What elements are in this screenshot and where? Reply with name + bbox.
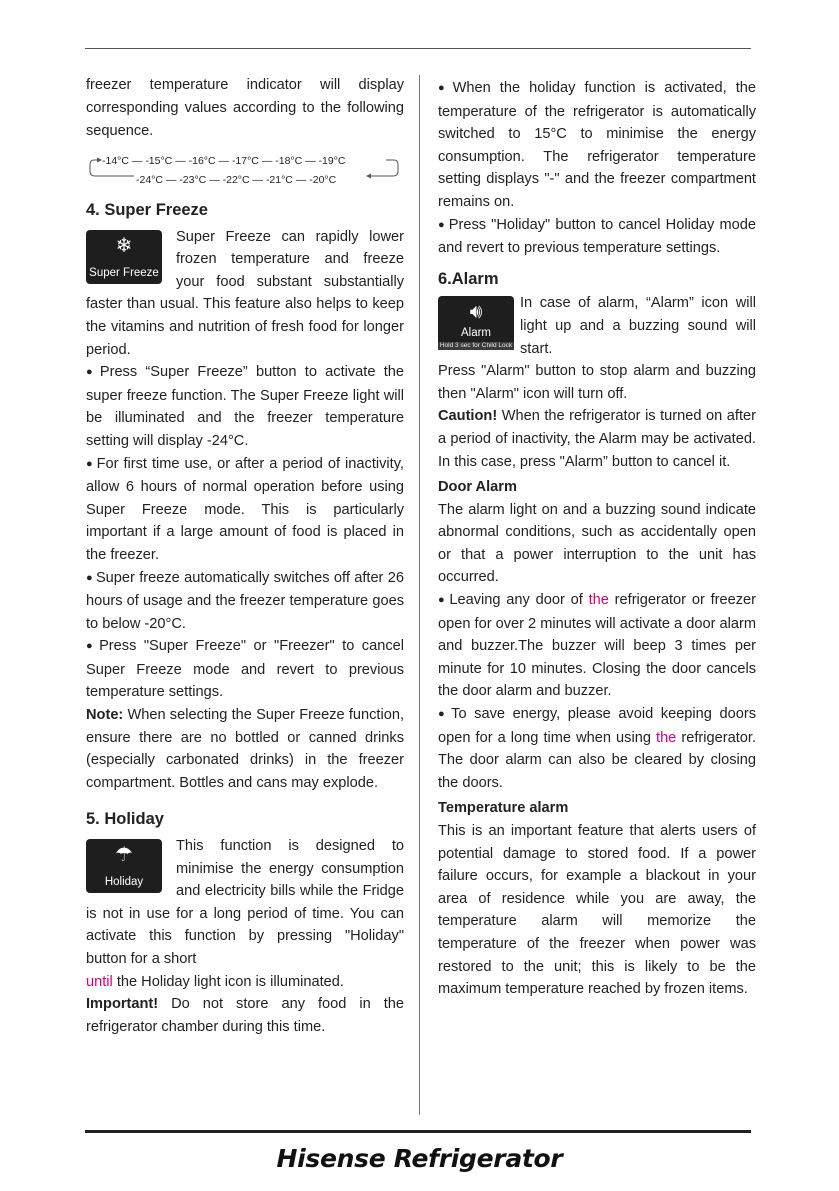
holiday-button-icon [86, 839, 162, 893]
note-text: When selecting the Super Freeze function, ensure there are no bottled or canned drinks (especially carbonated drinks) in the freezer compartment. Bottles and cans may explode. [86, 707, 404, 791]
bullet-text: Leaving any door of [449, 592, 589, 609]
note-label: Note: [86, 707, 124, 724]
holiday-heading: 5. Holiday [86, 810, 164, 829]
important-text: Do not store any food in the refrigerator chamber during this time. [86, 996, 404, 1035]
seq-value: -14°C [102, 155, 129, 167]
sequence-top-row: -14°C — -15°C — -16°C — -17°C — -18°C — -19°C [102, 155, 346, 167]
alarm-icon-label: Alarm [460, 327, 492, 340]
until-word: until [86, 973, 113, 990]
umbrella-icon: ☂ [115, 844, 133, 867]
holiday-text-end: the Holiday light icon is illuminated. [112, 973, 344, 990]
seq-value: -20°C [309, 174, 337, 186]
door-alarm-bullet-1 [438, 589, 756, 703]
super-freeze-bullet-1: ● Press “Super Freeze” button to activate the super freeze function. The Super Freeze light will be illuminated and the freezer temperature setting will display -24°C. [86, 361, 404, 452]
super-freeze-heading: 4. Super Freeze [86, 201, 208, 219]
door-alarm-description: The alarm light on and a buzzing sound indicate abnormal conditions, such as accidentally open or that a power interruption to the unit has occurred. [438, 501, 756, 586]
temperature-alarm-description: This is an important feature that alerts users of potential damage to stored food. If a power failure occurs, for example a blackout in your area of residence while you are away, the temperature alarm will memorize the temperature of the freezer when power was restored to the unit; this is likely to be the maximum temperature reached by frozen items. [438, 823, 756, 998]
holiday-icon-label: Holiday [104, 876, 144, 889]
alarm-heading: 6.Alarm [438, 269, 499, 288]
super-freeze-bullet-2: ● For first time use, or after a period of inactivity, allow 6 hours of normal operation before using Super Freeze mode. This is particularly important if a large amount of food is placed in the freezer. [86, 453, 404, 567]
door-alarm-heading: Door Alarm [438, 479, 517, 496]
seq-value: -17°C [231, 155, 259, 167]
right-column [438, 77, 756, 1001]
alarm-caution [438, 405, 756, 473]
bullet-text: To save energy, please avoid keeping doors open for a long time when using [438, 706, 756, 746]
caution-label: Caution! [438, 408, 498, 425]
super-freeze-icon-label: Super Freeze [89, 266, 159, 279]
holiday-bullet-2: ● Press "Holiday" button to cancel Holiday mode and revert to previous temperature settings. [438, 214, 756, 260]
the-word: the [588, 592, 609, 609]
freezer-sequence-intro: freezer temperature indicator will display corresponding values according to the following sequence. [86, 77, 404, 139]
holiday-text: This function is designed to minimise the energy consumption and electricity bills while the Fridge is not in use for a long period of time. You can activate this function by pressing "Holiday" button for a short [86, 838, 404, 967]
bullet-text: refrigerator or freezer open for over 2 minutes will activate a door alarm and buzzer.The buzzer will beep 3 times per minute for 10 minutes. Closing the door cancels the door alarm and buzzer. [438, 592, 757, 700]
caution-text: When the refrigerator is turned on after a period of inactivity, the Alarm may be activated. In this case, press "Alarm” button to cancel it. [438, 408, 756, 470]
temperature-sequence [86, 147, 404, 191]
seq-value: -15°C [145, 155, 173, 167]
seq-value: -24°C [136, 174, 163, 186]
seq-value: -22°C [222, 174, 250, 186]
super-freeze-bullet-3: ● Super freeze automatically switches off after 26 hours of usage and the freezer temperature goes to below -20°C. [86, 567, 404, 636]
door-alarm-bullet-2 [438, 703, 756, 794]
sequence-bottom-row: -24°C — -23°C — -22°C — -21°C — -20°C [136, 174, 337, 186]
bullet-text: refrigerator. The door alarm can also be cleared by closing the doors. [438, 729, 756, 791]
column-divider [419, 75, 420, 1115]
temperature-alarm-heading: Temperature alarm [438, 800, 569, 817]
super-freeze-bullet-4: ● Press "Super Freeze" or "Freezer" to cancel Super Freeze mode and revert to previous temperature settings. [86, 635, 404, 704]
seq-value: -18°C [275, 155, 303, 167]
seq-value: -19°C [318, 155, 346, 167]
left-column [86, 74, 404, 1038]
bottom-rule [85, 1130, 751, 1133]
speaker-icon: 🔊︎ [469, 301, 483, 324]
seq-value: -23°C [179, 174, 207, 186]
seq-value: -21°C [265, 174, 293, 186]
the-word: the [656, 729, 677, 746]
alarm-stop-instructions: Press "Alarm" button to stop alarm and buzzing then "Alarm" icon will turn off. [438, 363, 756, 402]
top-rule [85, 48, 751, 49]
super-freeze-note [86, 704, 404, 794]
holiday-bullet-1: ● When the holiday function is activated, the temperature of the refrigerator is automatically switched to 15°C to minimise the energy consumption. The refrigerator temperature setting displays "-" and the freezer compartment remains on. [438, 77, 756, 214]
holiday-important [86, 993, 404, 1038]
snowflake-icon: ❄ [115, 234, 133, 257]
seq-value: -16°C [188, 155, 216, 167]
brand-footer: Hisense Refrigerator [276, 1144, 563, 1173]
super-freeze-button-icon [86, 230, 162, 284]
alarm-button-icon [438, 296, 514, 350]
child-lock-hint: Hold 3 sec for Child Lock [439, 342, 513, 350]
important-label: Important! [86, 996, 159, 1013]
alarm-description: In case of alarm, “Alarm” icon will light up and a buzzing sound will start. [520, 295, 756, 357]
super-freeze-description: Super Freeze can rapidly lower frozen temperature and freeze your food substant substantially faster than usual. This feature also helps to keep the vitamins and nutrition of fresh food for longer period. [86, 228, 404, 358]
